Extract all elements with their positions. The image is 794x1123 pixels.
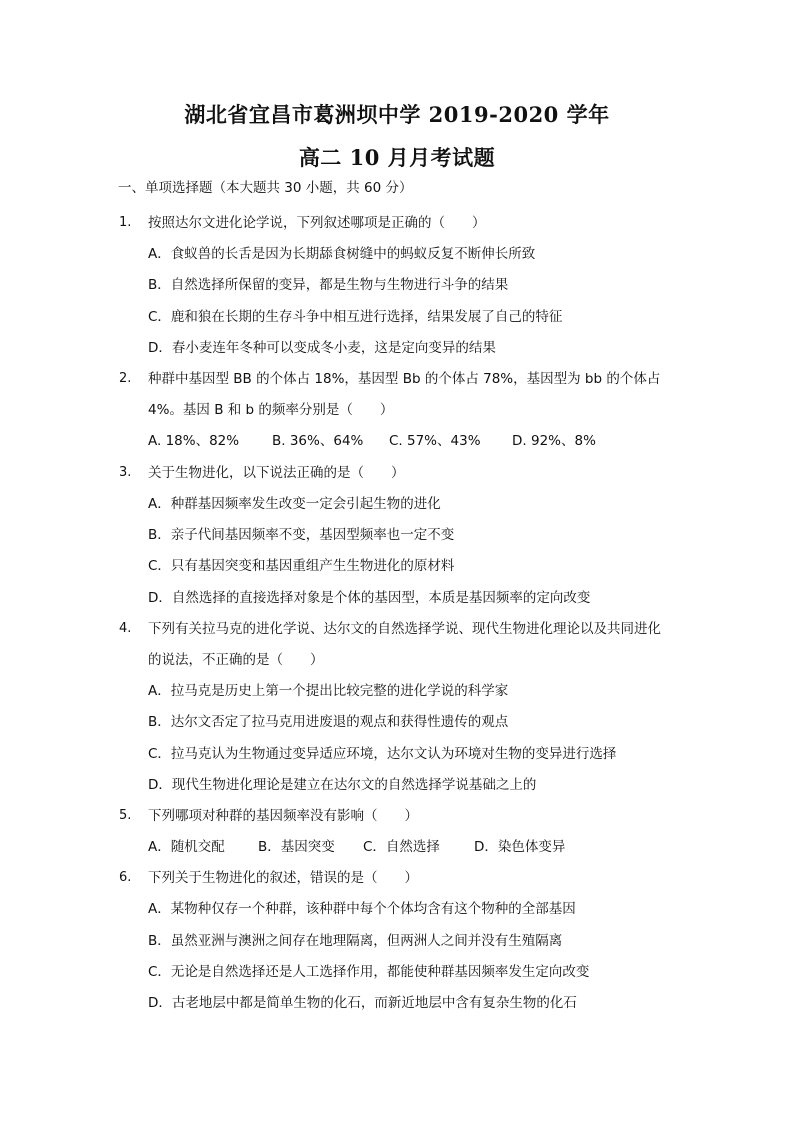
section-heading: 一、单项选择题（本大题共 30 小题，共 60 分） <box>118 180 413 196</box>
option-b: B．虽然亚洲与澳洲之间存在地理隔离，但两洲人之间并没有生殖隔离 <box>148 933 563 949</box>
exam-title-line1: 湖北省宜昌市葛洲坝中学 2019-2020 学年 <box>184 102 610 127</box>
option-a: A．食蚁兽的长舌是因为长期舔食树缝中的蚂蚁反复不断伸长所致 <box>148 246 536 262</box>
option-c: C．拉马克认为生物通过变异适应环境，达尔文认为环境对生物的变异进行选择 <box>148 746 617 762</box>
question-stem: 下列关于生物进化的叙述，错误的是（ ） <box>148 870 418 886</box>
question-number: 5. <box>119 808 132 823</box>
option-a: A．某物种仅存一个种群，该种群中每个个体均含有这个物种的全部基因 <box>148 901 576 917</box>
option-d: D．古老地层中都是简单生物的化石，而新近地层中含有复杂生物的化石 <box>148 995 577 1011</box>
option-c: C．自然选择 <box>363 839 440 855</box>
option-b: B．亲子代间基因频率不变，基因型频率也一定不变 <box>148 527 455 543</box>
option-a: A．种群基因频率发生改变一定会引起生物的进化 <box>148 496 441 512</box>
option-d: D．自然选择的直接选择对象是个体的基因型，本质是基因频率的定向改变 <box>148 590 591 606</box>
question-number: 1. <box>119 215 132 230</box>
question-number: 4. <box>119 621 132 636</box>
option-b: B．基因突变 <box>258 839 335 855</box>
question-number: 2. <box>119 371 132 386</box>
question-stem: 下列有关拉马克的进化学说、达尔文的自然选择学说、现代生物进化理论以及共同进化 <box>148 621 661 637</box>
option-a: A．拉马克是历史上第一个提出比较完整的进化学说的科学家 <box>148 683 509 699</box>
option-b: B．达尔文否定了拉马克用进废退的观点和获得性遗传的观点 <box>148 714 509 730</box>
option-c: C. 57%、43% <box>389 433 481 449</box>
question-stem: 按照达尔文进化论学说，下列叙述哪项是正确的（ ） <box>148 215 486 231</box>
question-stem: 下列哪项对种群的基因频率没有影响（ ） <box>148 808 418 824</box>
question-stem-continued: 4%。基因 B 和 b 的频率分别是（ ） <box>148 402 394 418</box>
inline-options <box>148 838 565 856</box>
question-stem: 种群中基因型 BB 的个体占 18%，基因型 Bb 的个体占 78%，基因型为 bb 的个体占 <box>148 371 661 387</box>
option-c: C．无论是自然选择还是人工选择作用，都能使种群基因频率发生定向改变 <box>148 964 590 980</box>
option-d: D．染色体变异 <box>474 839 566 855</box>
option-b: B．自然选择所保留的变异，都是生物与生物进行斗争的结果 <box>148 277 509 293</box>
option-a: A．随机交配 <box>148 839 225 855</box>
option-b: B. 36%、64% <box>272 433 364 449</box>
question-stem: 关于生物进化，以下说法正确的是（ ） <box>148 465 405 481</box>
question-number: 6. <box>119 870 132 885</box>
option-d: D. 92%、8% <box>512 433 596 449</box>
question-stem-continued: 的说法，不正确的是（ ） <box>148 652 324 668</box>
option-d: D．现代生物进化理论是建立在达尔文的自然选择学说基础之上的 <box>148 777 537 793</box>
option-a: A. 18%、82% <box>148 433 240 449</box>
inline-options <box>148 432 596 450</box>
question-number: 3. <box>119 465 132 480</box>
option-c: C．鹿和狼在长期的生存斗争中相互进行选择，结果发展了自己的特征 <box>148 309 563 325</box>
option-c: C．只有基因突变和基因重组产生生物进化的原材料 <box>148 558 455 574</box>
option-d: D．春小麦连年冬种可以变成冬小麦，这是定向变异的结果 <box>148 340 496 356</box>
exam-title-line2: 高二 10 月月考试题 <box>298 145 496 170</box>
